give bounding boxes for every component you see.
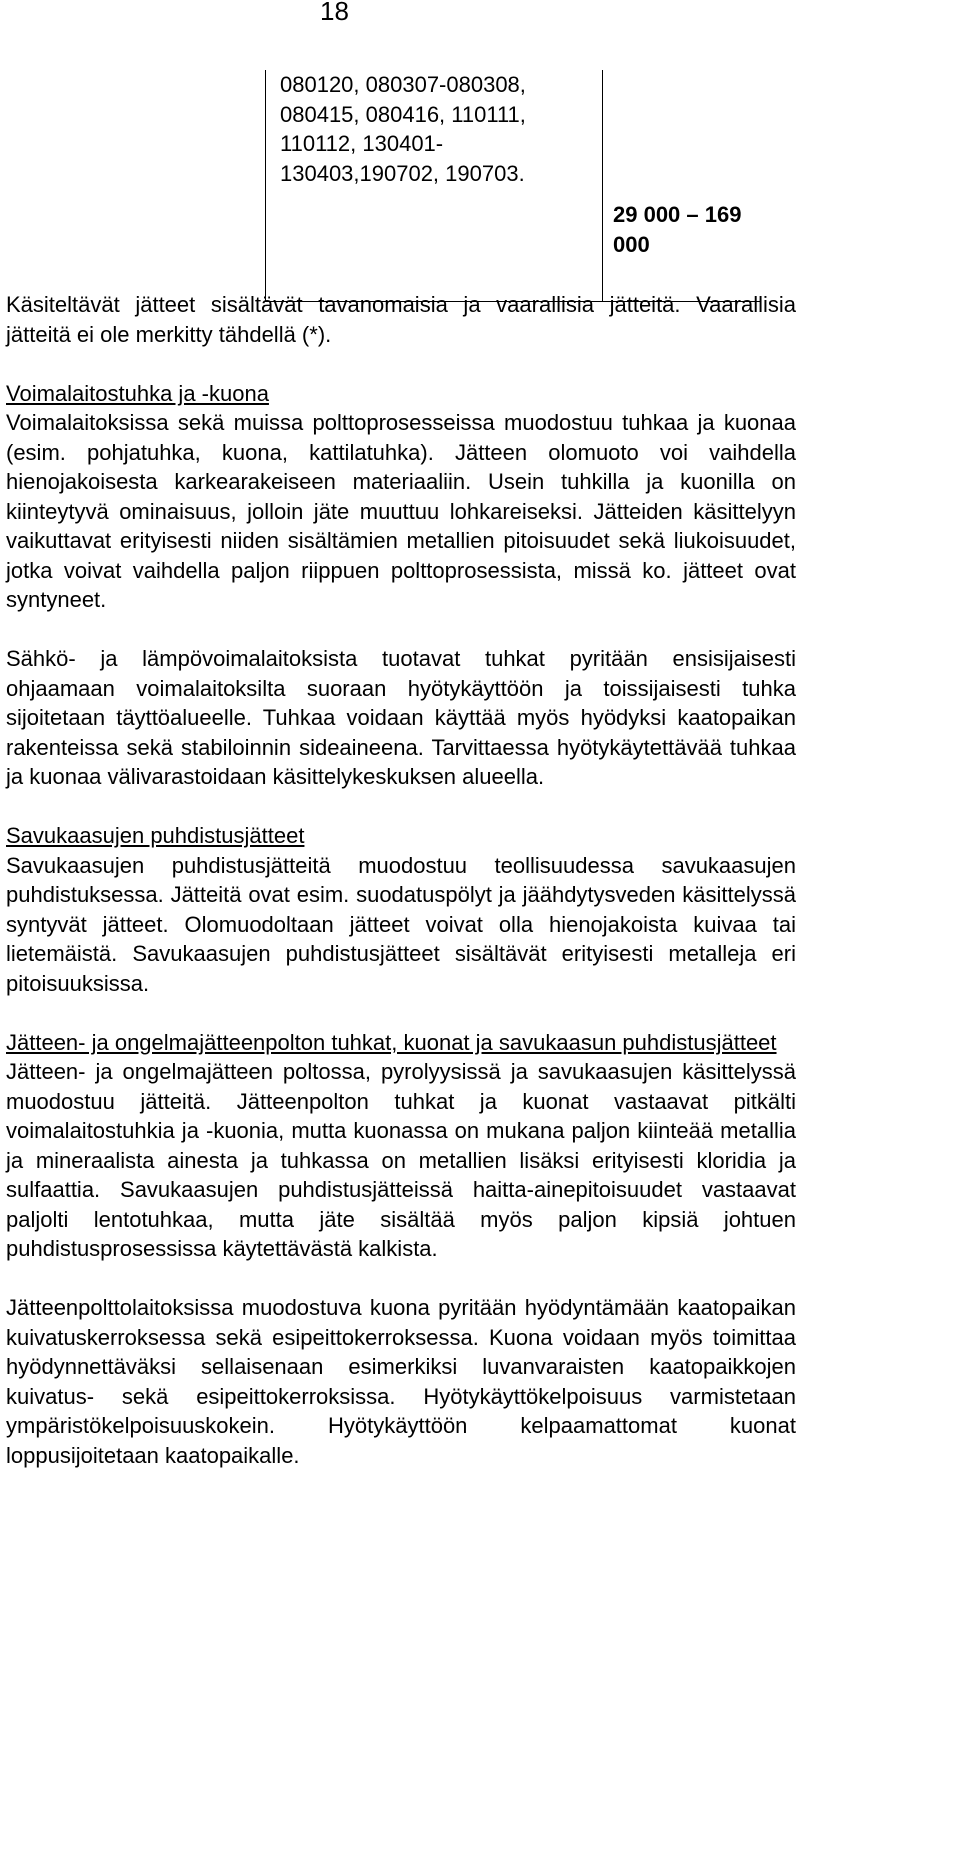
incineration-section: [6, 1028, 796, 1264]
amount-cell: 29 000 – 169 000: [613, 202, 742, 257]
intro-paragraph: Käsiteltävät jätteet sisältävät tavanomaisia ja vaarallisia jätteitä. Vaarallisia jätteitä ei ole merkitty tähdellä (*).: [6, 292, 796, 347]
table-column-divider: [602, 70, 603, 301]
slag-use-paragraph: Jätteenpolttolaitoksissa muodostuva kuona pyritään hyödyntämään kaatopaikan kuivatuskerroksessa sekä esipeittokerroksessa. Kuona voidaan myös toimittaa hyödynnettäväksi sellaisenaan esimerkiksi luvanvaraisten kaatopaikkojen kuivatus- sekä esipeittokerroksissa. Hyötykäyttökelpoisuus varmistetaan ympäristökelpoisuuskokein. Hyötykäyttöön kelpaamattomat kuonat loppusijoitetaan kaatopaikalle.: [6, 1295, 796, 1468]
flue-gas-heading: Savukaasujen puhdistusjätteet: [6, 823, 305, 848]
flue-gas-body: Savukaasujen puhdistusjätteitä muodostuu teollisuudessa savukaasujen puhdistuksessa. Jätteitä ovat esim. suodatuspölyt ja jäähdytysveden käsittelyssä syntyvät jätteet. Olomuodoltaan jätteet voivat olla hienojakoista kuivaa tai lietemäistä. Savukaasujen puhdistusjätteet sisältävät erityisesti metalleja eri pitoisuuksissa.: [6, 852, 796, 996]
page-number: 18: [320, 0, 349, 26]
flue-gas-section: [6, 821, 796, 998]
incineration-heading: Jätteen- ja ongelmajätteenpolton tuhkat, kuonat ja savukaasun puhdistusjätteet: [6, 1029, 777, 1055]
incineration-body: Jätteen- ja ongelmajätteen poltossa, pyrolyysissä ja savukaasujen käsittelyssä muodostuu jätteitä. Jätteenpolton tuhkat ja kuonat vastaavat pitkälti voimalaitostuhkia ja -kuonia, mutta kuonassa on mukana paljon kiinteää metallia ja mineraalista ainesta ja tuhkassa on metallien lisäksi erityisesti kloridia ja sulfaattia. Savukaasujen puhdistusjätteissä haitta-ainepitoisuudet vastaavat paljolti lentotuhkaa, mutta jäte sisältää myös paljon kipsiä johtuen puhdistusprosessissa käytettävästä kalkista.: [6, 1059, 796, 1261]
ash-section: [6, 379, 796, 615]
waste-codes-cell: 080120, 080307-080308, 080415, 080416, 110111, 110112, 130401-130403,190702, 190703.: [280, 72, 526, 186]
waste-table-fragment: [265, 70, 760, 302]
ash-use-paragraph: Sähkö- ja lämpövoimalaitoksista tuotavat tuhkat pyritään ensisijaisesti ohjaamaan voimalaitoksilta suoraan hyötykäyttöön ja toissijaisesti tuhka sijoitetaan täyttöalueelle. Tuhkaa voidaan käyttää myös hyödyksi kaatopaikan rakenteissa sekä stabiloinnin sideaineena. Tarvittaessa hyötykäytettävää tuhkaa ja kuonaa välivarastoidaan käsittelykeskuksen alueella.: [6, 646, 796, 789]
ash-body: Voimalaitoksissa sekä muissa polttoprosesseissa muodostuu tuhkaa ja kuonaa (esim. pohjatuhka, kuona, kattilatuhka). Jätteen olomuoto voi vaihdella hienojakoisesta karkearakeiseen materiaaliin. Usein tuhkilla ja kuonilla on kiinteytyvä ominaisuus, jolloin jäte muuttuu lohkareiseksi. Jätteiden käsittelyyn vaikuttavat erityisesti niiden sisältämien metallien pitoisuudet sekä liukoisuudet, jotka voivat vaihdella paljon riippuen polttoprosessista, missä ko. jätteet ovat syntyneet.: [6, 410, 796, 612]
ash-heading: Voimalaitostuhka ja -kuona: [6, 380, 269, 406]
document-body: [6, 290, 796, 1470]
